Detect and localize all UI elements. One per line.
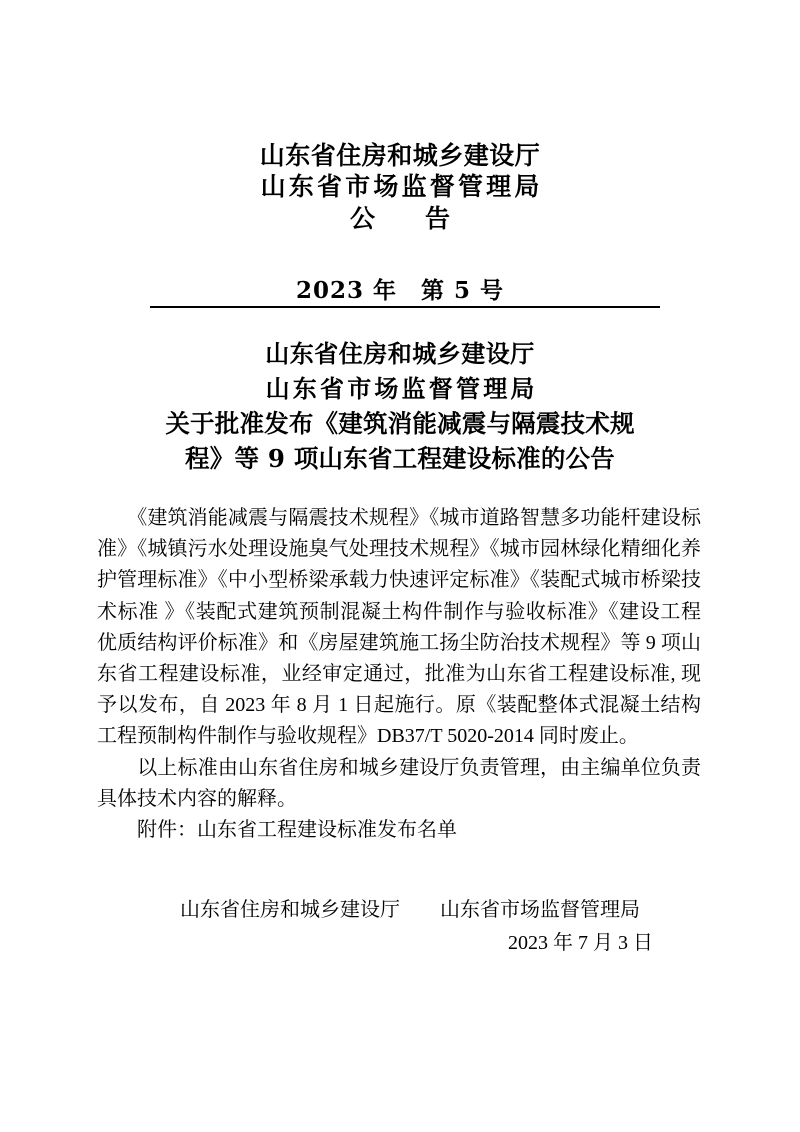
masthead-org-line-1: 山东省住房和城乡建设厅 (259, 141, 541, 170)
title-subject-line-1: 关于批准发布《建筑消能减震与隔震技术规 (165, 409, 635, 438)
title-org-line-2: 山东省市场监督管理局 (265, 374, 538, 403)
signature-organizations: 山东省住房和城乡建设厅 山东省市场监督管理局 (180, 899, 640, 921)
body-paragraph-1: 《建筑消能减震与隔震技术规程》《城市道路智慧多功能杆建设标准》《城镇污水处理设施臭气处理技术规程》《城市园林绿化精细化养护管理标准》《中小型桥梁承载力快速评定标准》《装配式城市桥梁技术标准 》《装配式建筑预制混凝土构件制作与验收标准》《建设工程优质结构评价标准》和《房屋建筑施工扬尘防治技术规程》等 9 项山东省工程建设标准，业经审定通过，批准为山东省工程建设标准, 现予以发布，自 2023 年 8 月 1 日起施行。原《装配整体式混凝土结构工程预制构件制作与验收规程》DB37/T 5020-2014 同时废止。 (97, 507, 701, 748)
title-org-line-1: 山东省住房和城乡建设厅 (265, 339, 535, 368)
signature-block (97, 895, 701, 959)
body-paragraph-2: 以上标准由山东省住房和城乡建设厅负责管理，由主编单位负责具体技术内容的解释。 (97, 756, 701, 810)
body-paragraph-3-attachment: 附件：山东省工程建设标准发布名单 (97, 819, 457, 842)
header-divider-rule (150, 306, 660, 308)
masthead (100, 140, 700, 234)
document-title (85, 336, 715, 476)
signature-date: 2023 年 7 月 3 日 (508, 932, 653, 954)
masthead-org-line-2: 山东省市场监督管理局 (260, 172, 543, 201)
issue-number: 2023 年 第 5 号 (295, 277, 505, 304)
title-subject-line-2: 程》等 9 项山东省工程建设标准的公告 (185, 444, 615, 473)
document-body (97, 503, 701, 846)
masthead-doc-type: 公 告 (349, 204, 450, 233)
